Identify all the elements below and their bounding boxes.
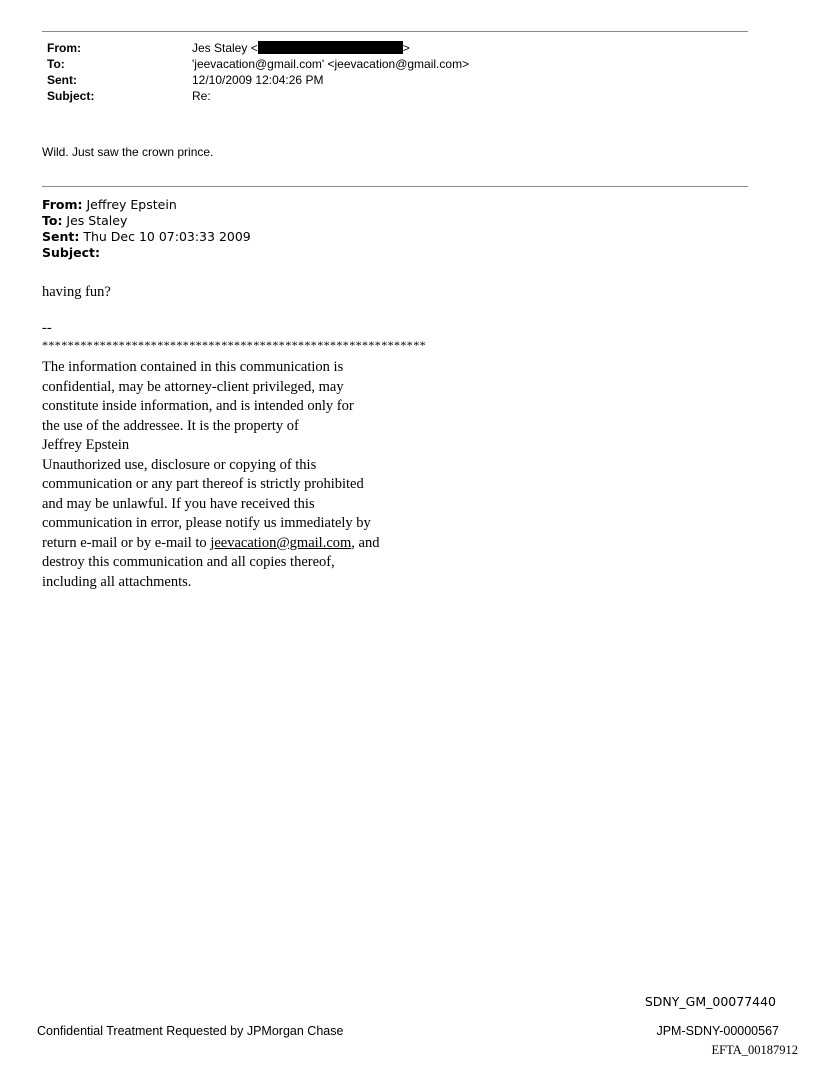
reply-header: [47, 40, 469, 104]
orig-subject-label: Subject:: [42, 245, 100, 260]
sent-row: [47, 72, 469, 88]
original-header: [42, 197, 251, 261]
from-end: >: [402, 41, 410, 55]
orig-sent-row: [42, 229, 251, 245]
confidential-notice: Confidential Treatment Requested by JPMorgan Chase: [37, 1024, 344, 1038]
disclaimer-line: communication in error, please notify us immediately by: [42, 515, 371, 531]
orig-sent-label: Sent:: [42, 229, 80, 244]
disclaimer-line: The information contained in this communication is: [42, 359, 344, 375]
subject-row: [47, 88, 469, 104]
orig-to-value: Jes Staley: [62, 213, 128, 228]
orig-from-label: From:: [42, 197, 83, 212]
to-label: To:: [47, 57, 65, 71]
signature-separator: --: [42, 320, 52, 336]
redaction-box: [258, 41, 403, 54]
orig-to-label: To:: [42, 213, 63, 228]
reply-body: Wild. Just saw the crown prince.: [42, 145, 214, 159]
orig-from-row: [42, 197, 251, 213]
disclaimer-line: and may be unlawful. If you have received this: [42, 495, 315, 512]
from-name: Jes Staley <: [192, 41, 258, 55]
orig-to-row: [42, 213, 251, 229]
orig-sent-value: Thu Dec 10 07:03:33 2009: [79, 229, 251, 244]
quote-divider: [42, 186, 748, 187]
from-value: [192, 40, 410, 56]
disclaimer: [42, 358, 379, 592]
disclaimer-line: [42, 534, 379, 554]
email-link[interactable]: jeevacation@gmail.com: [210, 534, 352, 551]
disclaimer-line: Jeffrey Epstein: [42, 437, 130, 453]
bates-efta: EFTA_00187912: [711, 1043, 798, 1057]
disclaimer-line: including all attachments.: [42, 573, 192, 590]
disclaimer-line: the use of the addressee. It is the property of: [42, 417, 299, 434]
from-row: [47, 40, 469, 56]
subject-label: Subject:: [47, 89, 95, 103]
sent-value: 12/10/2009 12:04:26 PM: [192, 73, 324, 87]
top-divider: [42, 31, 748, 32]
from-label: From:: [47, 41, 81, 55]
disclaimer-line: confidential, may be attorney-client privileged, may: [42, 378, 344, 395]
orig-from-value: Jeffrey Epstein: [82, 197, 177, 212]
disclaimer-line: communication or any part thereof is strictly prohibited: [42, 476, 364, 492]
sent-label: Sent:: [47, 73, 77, 87]
disclaimer-line: constitute inside information, and is intended only for: [42, 398, 354, 414]
orig-subject-row: [42, 245, 251, 261]
disclaimer-line: destroy this communication and all copies thereof,: [42, 554, 335, 570]
bates-jpm: JPM-SDNY-00000567: [656, 1024, 779, 1038]
disclaimer-text: , and: [351, 534, 380, 551]
to-value: 'jeevacation@gmail.com' <jeevacation@gmail.com>: [192, 57, 470, 71]
original-body: having fun?: [42, 284, 111, 300]
disclaimer-text: return e-mail or by e-mail to: [42, 534, 211, 551]
bates-sdny: SDNY_GM_00077440: [644, 994, 776, 1009]
to-row: [47, 56, 469, 72]
disclaimer-line: Unauthorized use, disclosure or copying of this: [42, 456, 317, 473]
subject-value: Re:: [192, 89, 211, 103]
asterisk-line: ************************************************************: [42, 338, 426, 352]
